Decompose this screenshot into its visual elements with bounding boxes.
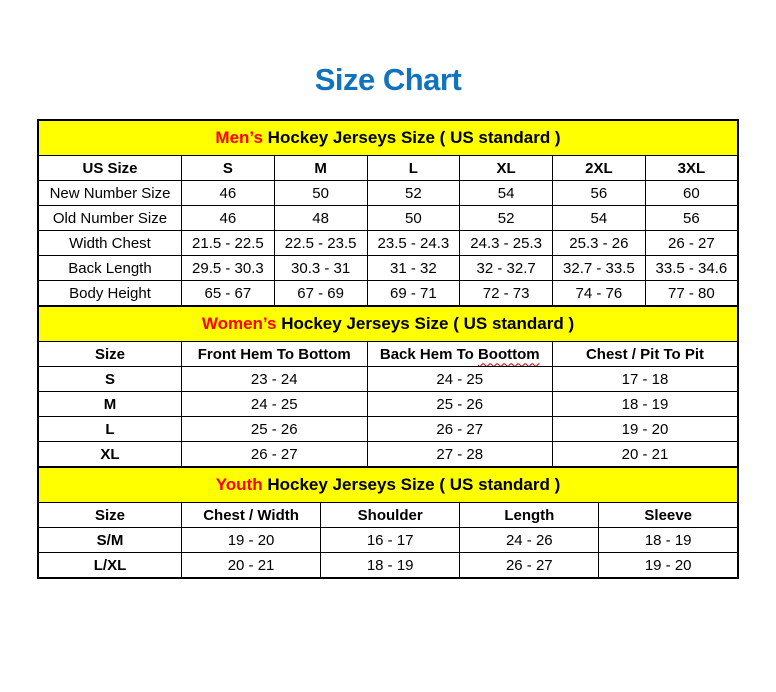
mens-table-row [38,256,738,281]
mens-table-row [38,206,738,231]
womens-column-header-0: Size [38,342,182,367]
youth-column-header-2: Shoulder [321,503,460,528]
mens-size-table [37,119,739,307]
value-cell: 18 - 19 [553,392,739,417]
womens-table-row [38,442,738,468]
value-cell: 16 - 17 [321,528,460,553]
value-cell: 18 - 19 [321,553,460,579]
value-cell: 30.3 - 31 [274,256,367,281]
value-cell: 52 [460,206,553,231]
value-cell: 20 - 21 [182,553,321,579]
mens-column-header-6: 3XL [645,156,738,181]
value-cell: 50 [274,181,367,206]
value-cell: 24.3 - 25.3 [460,231,553,256]
value-cell: 29.5 - 30.3 [182,256,275,281]
value-cell: 22.5 - 23.5 [274,231,367,256]
value-cell: 25.3 - 26 [553,231,646,256]
mens-table-row [38,231,738,256]
value-cell: 25 - 26 [367,392,553,417]
mens-column-header-0: US Size [38,156,182,181]
youth-size-table [37,466,739,579]
value-cell: 17 - 18 [553,367,739,392]
value-cell: 18 - 19 [599,528,738,553]
value-cell: 77 - 80 [645,281,738,307]
page-title: Size Chart [314,62,462,97]
value-cell: 31 - 32 [367,256,460,281]
value-cell: 24 - 25 [182,392,368,417]
mens-table-row [38,181,738,206]
value-cell: 19 - 20 [553,417,739,442]
value-cell: 48 [274,206,367,231]
row-label: XL [38,442,182,468]
value-cell: 23.5 - 24.3 [367,231,460,256]
value-cell: 26 - 27 [460,553,599,579]
value-cell: 19 - 20 [599,553,738,579]
mens-section-header-highlight: Men’s [215,128,263,147]
value-cell: 56 [553,181,646,206]
womens-table-row [38,417,738,442]
value-cell: 26 - 27 [182,442,368,468]
row-label: L/XL [38,553,182,579]
mens-section-header-rest: Hockey Jerseys Size ( US standard ) [262,128,561,147]
value-cell: 72 - 73 [460,281,553,307]
youth-table-row [38,528,738,553]
value-cell: 21.5 - 22.5 [182,231,275,256]
column-header-text: Back Hem To [379,345,478,363]
womens-section-header-highlight: Women’s [201,314,277,333]
value-cell: 32 - 32.7 [460,256,553,281]
youth-section-header [38,467,738,503]
womens-table-row [38,367,738,392]
youth-column-header-0: Size [38,503,182,528]
misspelled-word: Boottom [477,345,540,363]
value-cell: 23 - 24 [182,367,368,392]
mens-section-header [38,120,738,156]
value-cell: 46 [182,206,275,231]
womens-section-header [38,306,738,342]
value-cell: 74 - 76 [553,281,646,307]
youth-table-row [38,553,738,579]
value-cell: 27 - 28 [367,442,553,468]
youth-section-header-rest: Hockey Jerseys Size ( US standard ) [262,475,561,494]
value-cell: 50 [367,206,460,231]
mens-column-header-1: S [182,156,275,181]
row-label: New Number Size [38,181,182,206]
value-cell: 20 - 21 [553,442,739,468]
value-cell: 24 - 25 [367,367,553,392]
row-label: Old Number Size [38,206,182,231]
womens-table-row [38,392,738,417]
value-cell: 25 - 26 [182,417,368,442]
womens-section-header-rest: Hockey Jerseys Size ( US standard ) [276,314,575,333]
value-cell: 54 [460,181,553,206]
value-cell: 60 [645,181,738,206]
value-cell: 52 [367,181,460,206]
value-cell: 19 - 20 [182,528,321,553]
value-cell: 26 - 27 [645,231,738,256]
youth-column-header-4: Sleeve [599,503,738,528]
mens-table-row [38,281,738,307]
value-cell: 32.7 - 33.5 [553,256,646,281]
womens-column-header-2 [367,342,553,367]
womens-column-header-3: Chest / Pit To Pit [553,342,739,367]
value-cell: 69 - 71 [367,281,460,307]
row-label: Back Length [38,256,182,281]
value-cell: 26 - 27 [367,417,553,442]
row-label: Width Chest [38,231,182,256]
row-label: Body Height [38,281,182,307]
size-chart-page [0,62,776,692]
value-cell: 46 [182,181,275,206]
mens-column-header-3: L [367,156,460,181]
row-label: M [38,392,182,417]
value-cell: 56 [645,206,738,231]
mens-column-header-5: 2XL [553,156,646,181]
row-label: S/M [38,528,182,553]
row-label: L [38,417,182,442]
value-cell: 65 - 67 [182,281,275,307]
mens-column-header-2: M [274,156,367,181]
youth-column-header-1: Chest / Width [182,503,321,528]
size-tables [37,119,739,579]
youth-column-header-3: Length [460,503,599,528]
value-cell: 33.5 - 34.6 [645,256,738,281]
womens-column-header-1: Front Hem To Bottom [182,342,368,367]
youth-section-header-highlight: Youth [215,475,263,494]
value-cell: 24 - 26 [460,528,599,553]
value-cell: 67 - 69 [274,281,367,307]
mens-column-header-4: XL [460,156,553,181]
value-cell: 54 [553,206,646,231]
womens-size-table [37,305,739,468]
row-label: S [38,367,182,392]
